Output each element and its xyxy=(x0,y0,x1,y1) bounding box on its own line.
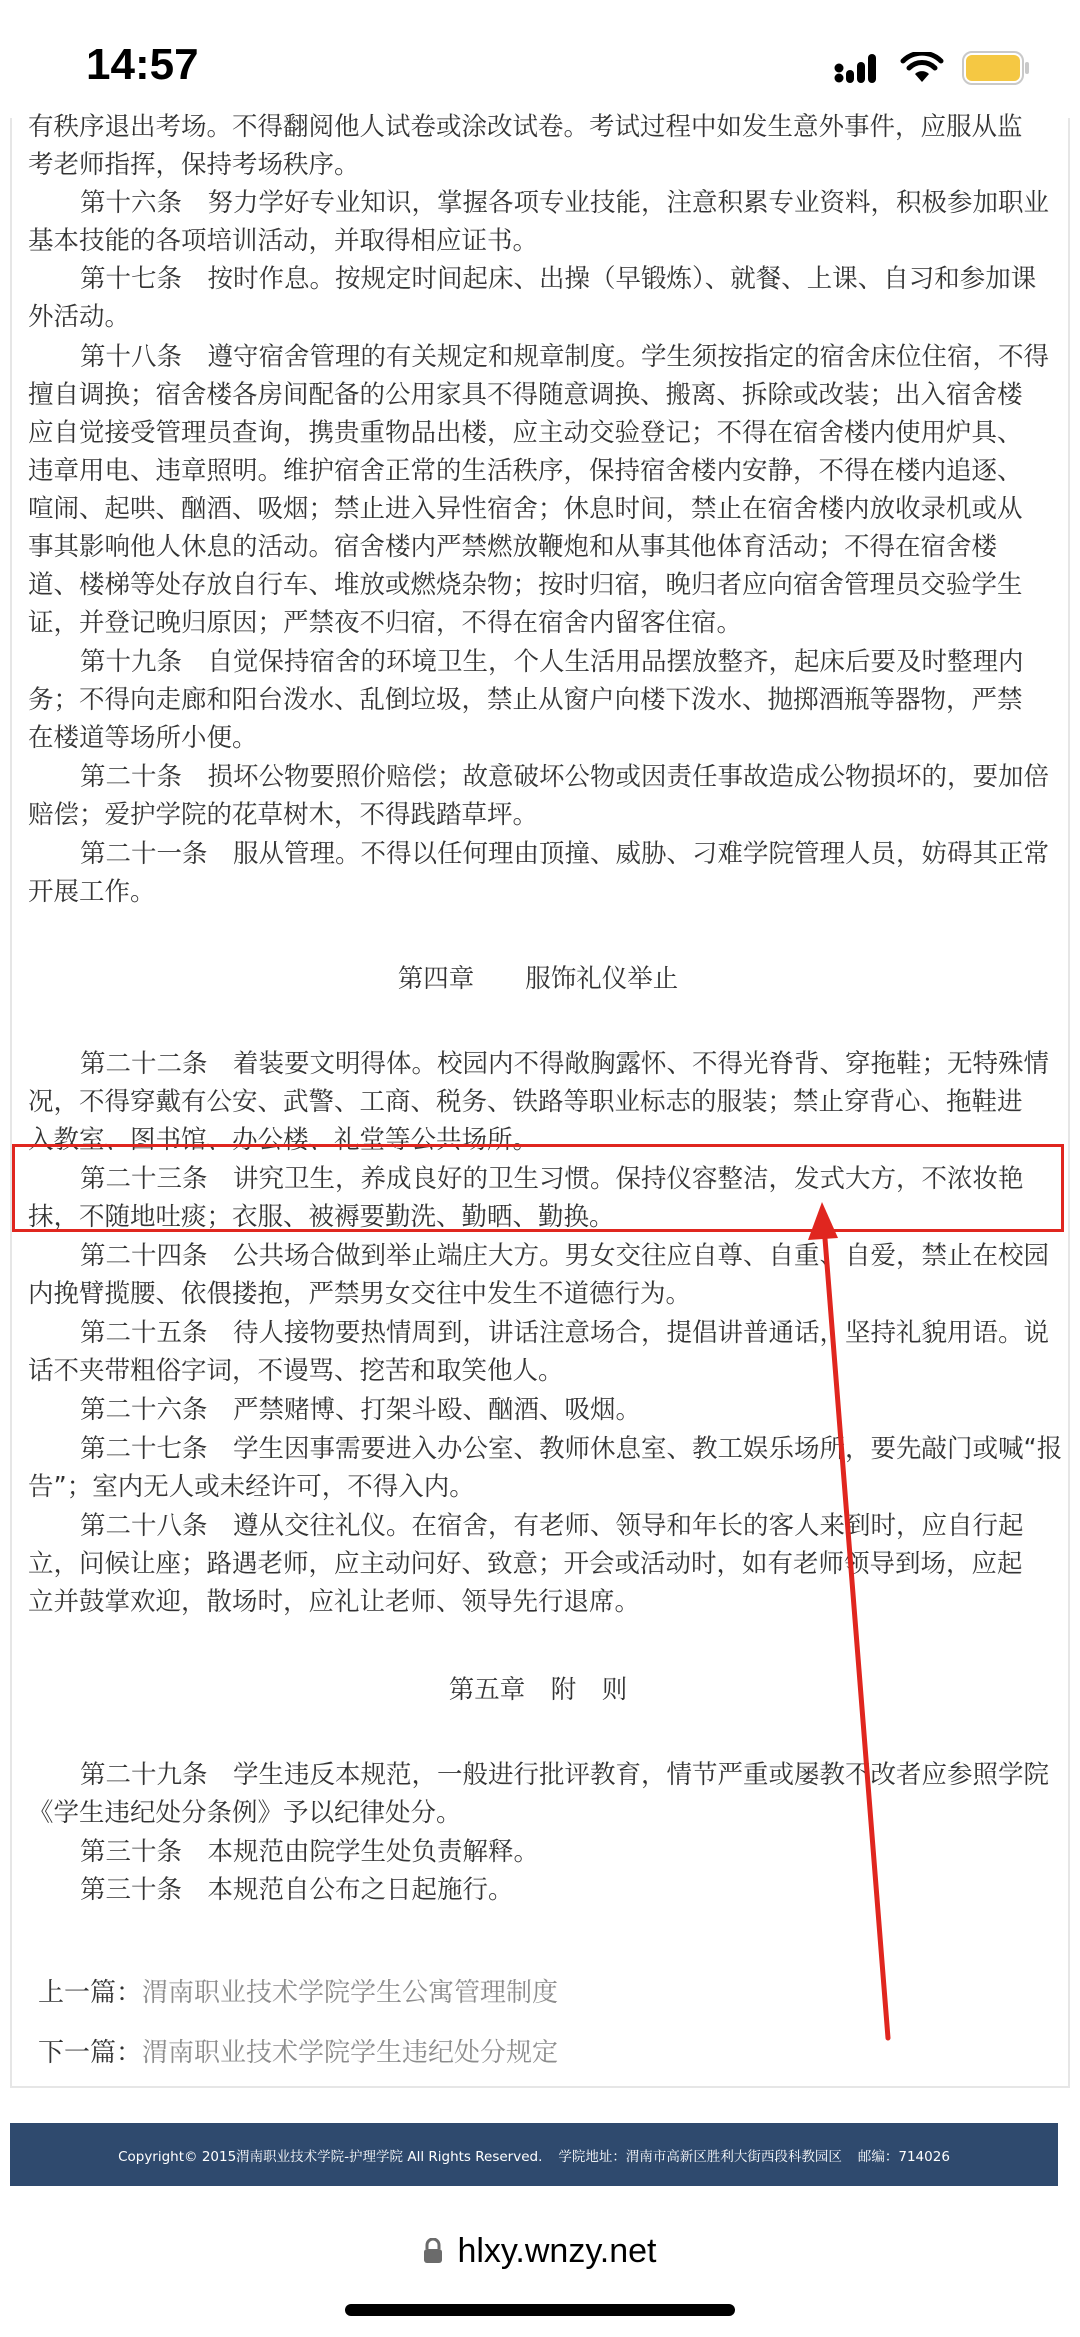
url-text[interactable]: hlxy.wnzy.net xyxy=(457,2231,657,2270)
battery-icon xyxy=(962,51,1030,85)
article-line: 告”；室内无人或未经许可，不得入内。 xyxy=(28,1472,475,1502)
article-line: 喧闹、起哄、酗酒、吸烟；禁止进入异性宿舍；休息时间，禁止在宿舍楼内放收录机或从 xyxy=(28,494,1023,524)
footer-address: 学院地址：渭南市高新区胜利大街西段科教园区 xyxy=(558,2148,842,2165)
article-line: 第二十四条 公共场合做到举止端庄大方。男女交往应自尊、自重、自爱，禁止在校园 xyxy=(80,1241,1050,1271)
article-line: 第十六条 努力学好专业知识，掌握各项专业技能，注意积累专业资料，积极参加职业 xyxy=(80,188,1050,218)
article-line: 第十八条 遵守宿舍管理的有关规定和规章制度。学生须按指定的宿舍床位住宿，不得 xyxy=(80,342,1050,372)
article-line: 违章用电、违章照明。维护宿舍正常的生活秩序，保持宿舍楼内安静，不得在楼内追逐、 xyxy=(28,456,1023,486)
article-line: 抹，不随地吐痰；衣服、被褥要勤洗、勤晒、勤换。 xyxy=(28,1202,615,1232)
article-line: 有秩序退出考场。不得翻阅他人试卷或涂改试卷。考试过程中如发生意外事件，应服从监 xyxy=(28,112,1023,142)
lock-icon xyxy=(423,2238,443,2264)
status-time: 14:57 xyxy=(86,40,199,89)
article-container xyxy=(10,112,1070,2088)
site-footer xyxy=(10,2123,1058,2186)
footer-copyright: Copyright© 2015渭南职业技术学院-护理学院 All Rights Reserved. xyxy=(118,2148,543,2165)
article-line: 内挽臂揽腰、依偎搂抱，严禁男女交往中发生不道德行为。 xyxy=(28,1279,692,1309)
footer-postcode: 邮编：714026 xyxy=(857,2148,950,2165)
article-line: 第三十条 本规范自公布之日起施行。 xyxy=(80,1875,514,1905)
chapter-heading: 第五章 附 则 xyxy=(448,1675,628,1705)
article-line: 外活动。 xyxy=(28,302,131,332)
prev-label: 上一篇： xyxy=(38,1978,143,2008)
article-line: 话不夹带粗俗字词，不谩骂、挖苦和取笑他人。 xyxy=(28,1356,564,1386)
article-line: 务；不得向走廊和阳台泼水、乱倒垃圾，禁止从窗户向楼下泼水、抛掷酒瓶等器物，严禁 xyxy=(28,685,1023,715)
article-line: 第二十七条 学生因事需要进入办公室、教师休息室、教工娱乐场所，要先敲门或喊“报 xyxy=(80,1434,1063,1464)
article-line: 在楼道等场所小便。 xyxy=(28,723,258,753)
article-line: 第二十八条 遵从交往礼仪。在宿舍，有老师、领导和年长的客人来到时，应自行起 xyxy=(80,1511,1024,1541)
article-line: 立并鼓掌欢迎，散场时，应礼让老师、领导先行退席。 xyxy=(28,1587,641,1617)
article-line: 应自觉接受管理员查询，携贵重物品出楼，应主动交验登记；不得在宿舍楼内使用炉具、 xyxy=(28,418,1023,448)
article-line: 第二十六条 严禁赌博、打架斗殴、酗酒、吸烟。 xyxy=(80,1395,642,1425)
article-line: 基本技能的各项培训活动，并取得相应证书。 xyxy=(28,226,539,256)
article-line: 第十七条 按时作息。按规定时间起床、出操（早锻炼）、就餐、上课、自习和参加课 xyxy=(80,264,1037,294)
article-line: 第二十九条 学生违反本规范，一般进行批评教育，情节严重或屡教不改者应参照学院 xyxy=(80,1760,1050,1790)
article-line: 道、楼梯等处存放自行车、堆放或燃烧杂物；按时归宿，晚归者应向宿舍管理员交验学生 xyxy=(28,570,1023,600)
chapter-heading: 第四章 服饰礼仪举止 xyxy=(397,964,679,994)
home-indicator[interactable] xyxy=(345,2304,735,2316)
article-line: 第二十二条 着装要文明得体。校园内不得敞胸露怀、不得光脊背、穿拖鞋；无特殊情 xyxy=(80,1049,1050,1079)
article-line: 况，不得穿戴有公安、武警、工商、税务、铁路等职业标志的服装；禁止穿背心、拖鞋进 xyxy=(28,1087,1023,1117)
article-line: 立，问候让座；路遇老师，应主动问好、致意；开会或活动时，如有老师领导到场，应起 xyxy=(28,1549,1023,1579)
article-line: 第三十条 本规范由院学生处负责解释。 xyxy=(80,1837,540,1867)
next-article-row xyxy=(38,2033,558,2073)
article-line: 入教室、图书馆、办公楼、礼堂等公共场所。 xyxy=(28,1125,539,1155)
article-line: 开展工作。 xyxy=(28,877,156,907)
wifi-icon xyxy=(900,52,944,84)
article-line: 擅自调换；宿舍楼各房间配备的公用家具不得随意调换、搬离、拆除或改装；出入宿舍楼 xyxy=(28,380,1023,410)
next-label: 下一篇： xyxy=(38,2038,143,2068)
browser-bottom-bar xyxy=(0,2200,1080,2337)
address-bar[interactable] xyxy=(0,2226,1080,2276)
article-line: 第二十三条 讲究卫生，养成良好的卫生习惯。保持仪容整洁，发式大方，不浓妆艳 xyxy=(80,1164,1024,1194)
article-line: 证，并登记晚归原因；严禁夜不归宿，不得在宿舍内留客住宿。 xyxy=(28,608,743,638)
signal-bars-icon xyxy=(834,53,882,83)
article-line: 第二十五条 待人接物要热情周到，讲话注意场合，提倡讲普通话，坚持礼貌用语。说 xyxy=(80,1318,1050,1348)
prev-article-link[interactable]: 渭南职业技术学院学生公寓管理制度 xyxy=(142,1978,559,2008)
article-line: 考老师指挥，保持考场秩序。 xyxy=(28,150,360,180)
article-line: 《学生违纪处分条例》予以纪律处分。 xyxy=(28,1798,462,1828)
next-article-link[interactable]: 渭南职业技术学院学生违纪处分规定 xyxy=(142,2038,559,2068)
article-line: 第二十一条 服从管理。不得以任何理由顶撞、威胁、刁难学院管理人员，妨碍其正常 xyxy=(80,839,1050,869)
article-line: 赔偿；爱护学院的花草树木，不得践踏草坪。 xyxy=(28,800,539,830)
prev-article-row xyxy=(38,1973,558,2013)
article-line: 第二十条 损坏公物要照价赔偿；故意破坏公物或因责任事故造成公物损坏的，要加倍 xyxy=(80,762,1050,792)
status-icons xyxy=(834,48,1030,88)
article-line: 第十九条 自觉保持宿舍的环境卫生，个人生活用品摆放整齐，起床后要及时整理内 xyxy=(80,647,1024,677)
article-line: 事其影响他人休息的活动。宿舍楼内严禁燃放鞭炮和从事其他体育活动；不得在宿舍楼 xyxy=(28,532,998,562)
